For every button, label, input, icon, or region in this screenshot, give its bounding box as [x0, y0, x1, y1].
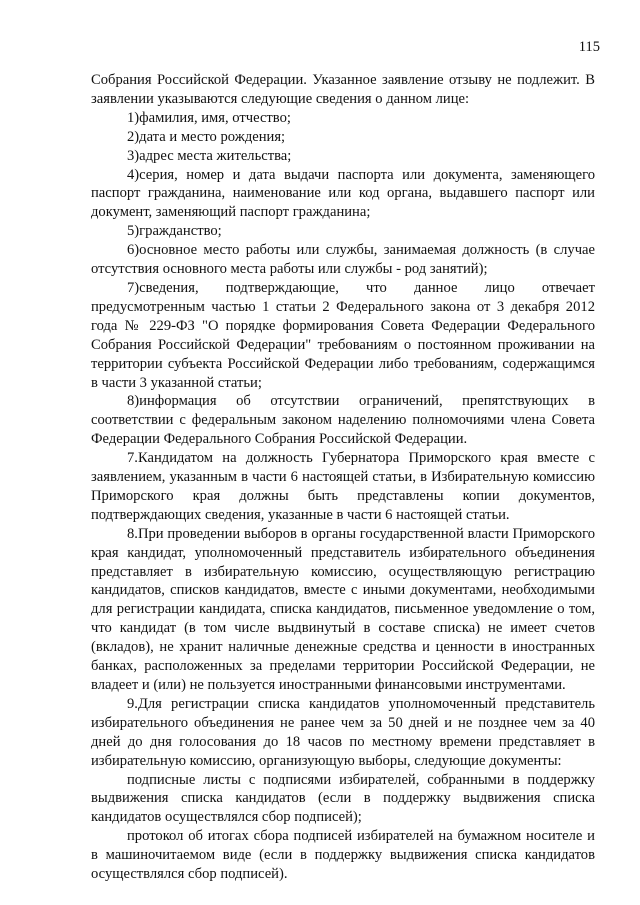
list-item-3: 3)адрес места жительства; — [127, 147, 292, 164]
paragraph-part-9: 9.Для регистрации списка кандидатов уполномоченный представитель избирательного объединения не ранее чем за 50 дней и не позднее чем за 40 дней до дня голосования до 18 часов по местному времени представляет в избирательную комиссию, организующую выборы, следующие документы: — [91, 695, 595, 769]
paragraph-protocol: протокол об итогах сбора подписей избирателей на бумажном носителе и в машиночитаемом виде (если в поддержку выдвижения списка кандидатов осуществлялся сбор подписей). — [91, 828, 595, 883]
paragraph-continuation: Собрания Российской Федерации. Указанное заявление отзыву не подлежит. В заявлении указываются следующие сведения о данном лице: — [91, 72, 595, 107]
list-item-1: 1)фамилия, имя, отчество; — [127, 109, 291, 126]
paragraph-signature-sheets: подписные листы с подписями избирателей, собранными в поддержку выдвижения списка кандидатов (если в поддержку выдвижения списка кандидатов осуществлялся сбор подписей); — [91, 771, 595, 826]
list-item-2: 2)дата и место рождения; — [127, 128, 286, 145]
paragraph-part-8: 8.При проведении выборов в органы государственной власти Приморского края кандидат, уполномоченный представитель избирательного объединения представляет в избирательную комиссию, осуществляющую регистрацию кандидатов, списков кандидатов, вместе с иными документами, необходимыми для регистрации кандидата, списка кандидатов, письменное уведомление о том, что кандидат (в том числе выдвинутый в составе списка) не имеет счетов (вкладов), не хранит наличные денежные средства и ценности в иностранных банках, расположенных за пределами территории Российской Федерации, не владеет и (или) не пользуется иностранными финансовыми инструментами. — [91, 525, 595, 693]
list-item-5: 5)гражданство; — [127, 223, 222, 240]
list-item-4: 4)серия, номер и дата выдачи паспорта или документа, заменяющего паспорт гражданина, наименование или код органа, выдавшего паспорт или документ, заменяющий паспорт гражданина; — [91, 166, 595, 221]
list-item-8: 8)информация об отсутствии ограничений, препятствующих в соответствии с федеральным законом наделению полномочиями члена Совета Федерации Федерального Собрания Российской Федерации. — [91, 393, 595, 448]
paragraph-part-7: 7.Кандидатом на должность Губернатора Приморского края вместе с заявлением, указанным в части 6 настоящей статьи, в Избирательную комиссию Приморского края должны быть представлены копии документов, подтверждающих сведения, указанные в части 6 настоящей статьи. — [91, 450, 595, 523]
page-number: 115 — [578, 39, 600, 55]
list-item-6: 6)основное место работы или службы, занимаемая должность (в случае отсутствия основного места работы или службы - род занятий); — [91, 242, 595, 278]
document-body — [91, 71, 595, 884]
list-item-7: 7)сведения, подтверждающие, что данное лицо отвечает предусмотренным частью 1 статьи 2 Федерального закона от 3 декабря 2012 года № 229-ФЗ "О порядке формирования Совета Федерации Федерального Собрания Российской Федерации" требованиям о постоянном проживании на территории субъекта Российской Федерации либо требованиям, содержащимся в части 3 указанной статьи; — [91, 279, 595, 391]
